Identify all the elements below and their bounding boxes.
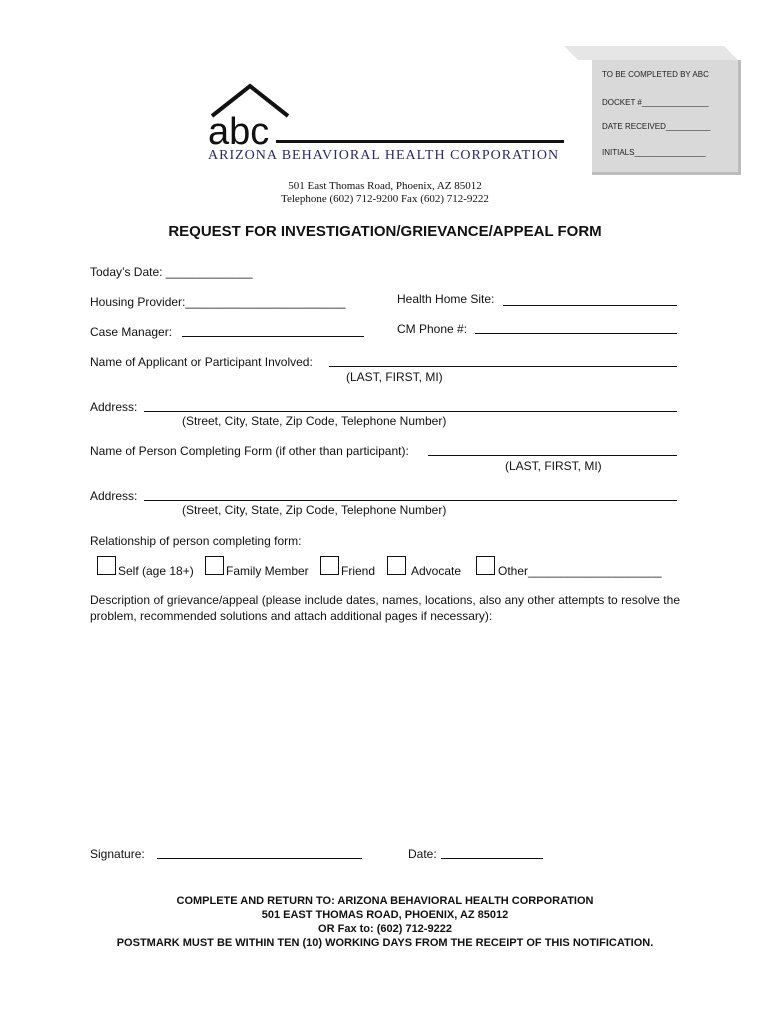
house-logo-icon [200, 78, 300, 148]
health-home-site-label: Health Home Site: [397, 292, 495, 306]
org-name: ARIZONA BEHAVIORAL HEALTH CORPORATION [208, 148, 560, 163]
advocate-option-label: Advocate [411, 564, 462, 578]
completer-name-input[interactable] [428, 455, 677, 456]
footer-return-to: COMPLETE AND RETURN TO: ARIZONA BEHAVIORAL HEALTH CORPORATION [176, 895, 594, 907]
friend-option-label: Friend [341, 564, 376, 578]
office-use-box [592, 60, 741, 175]
family-member-option-label: Family Member [226, 564, 309, 578]
description-area[interactable] [90, 630, 680, 830]
completer-name-label: Name of Person Completing Form (if other than participant): [90, 444, 409, 458]
advocate-checkbox[interactable] [387, 556, 406, 575]
form-title: REQUEST FOR INVESTIGATION/GRIEVANCE/APPEAL FORM [168, 223, 602, 240]
self-option-label: Self (age 18+) [118, 564, 194, 578]
applicant-name-input[interactable] [329, 366, 677, 367]
other-checkbox[interactable] [476, 556, 495, 575]
footer-postmark-notice: POSTMARK MUST BE WITHIN TEN (10) WORKING DAYS FROM THE RECEIPT OF THIS NOTIFICATION. [116, 937, 654, 949]
address-2-input[interactable] [144, 500, 677, 501]
footer-address: 501 EAST THOMAS ROAD, PHOENIX, AZ 85012 [261, 909, 509, 921]
signature-date-label: Date: [408, 847, 437, 861]
relationship-label: Relationship of person completing form: [90, 534, 302, 548]
address-2-hint: (Street, City, State, Zip Code, Telephone Number) [182, 503, 447, 517]
cm-phone-label: CM Phone #: [397, 322, 468, 336]
self-checkbox[interactable] [97, 556, 116, 575]
cm-phone-input[interactable] [475, 333, 677, 334]
address-line-1: 501 East Thomas Road, Phoenix, AZ 85012 [288, 180, 482, 192]
friend-checkbox[interactable] [320, 556, 339, 575]
signature-input[interactable] [157, 858, 362, 859]
office-box-heading: TO BE COMPLETED BY ABC [602, 70, 709, 79]
completer-name-hint: (LAST, FIRST, MI) [505, 459, 602, 473]
logo-mark: abc [208, 111, 270, 148]
health-home-site-input[interactable] [503, 305, 677, 306]
signature-label: Signature: [90, 847, 145, 861]
docket-field[interactable]: DOCKET #_______________ [602, 98, 709, 107]
address-1-input[interactable] [144, 411, 677, 412]
signature-date-input[interactable] [441, 858, 543, 859]
address-1-hint: (Street, City, State, Zip Code, Telephone Number) [182, 414, 447, 428]
date-received-field[interactable]: DATE RECEIVED__________ [602, 122, 711, 131]
applicant-name-label: Name of Applicant or Participant Involved: [90, 355, 313, 369]
address-1-label: Address: [90, 400, 138, 414]
description-instructions: Description of grievance/appeal (please include dates, names, locations, also any other attempts to resolve the problem, recommended solutions and attach additional pages if necessary): [90, 593, 680, 623]
logo-underline [276, 140, 564, 143]
housing-provider-field[interactable]: Housing Provider:________________________ [90, 295, 346, 309]
case-manager-input[interactable] [182, 336, 364, 337]
address-line-2: Telephone (602) 712-9200 Fax (602) 712-9222 [281, 193, 489, 205]
footer-fax: OR Fax to: (602) 712-9222 [318, 923, 452, 935]
address-2-label: Address: [90, 489, 138, 503]
office-box-bevel [564, 46, 738, 60]
initials-field[interactable]: INITIALS________________ [602, 148, 706, 157]
applicant-name-hint: (LAST, FIRST, MI) [346, 370, 443, 384]
case-manager-label: Case Manager: [90, 325, 173, 339]
other-option-field[interactable]: Other____________________ [498, 564, 662, 578]
family-member-checkbox[interactable] [205, 556, 224, 575]
todays-date-field[interactable]: Today’s Date: _____________ [90, 265, 253, 279]
